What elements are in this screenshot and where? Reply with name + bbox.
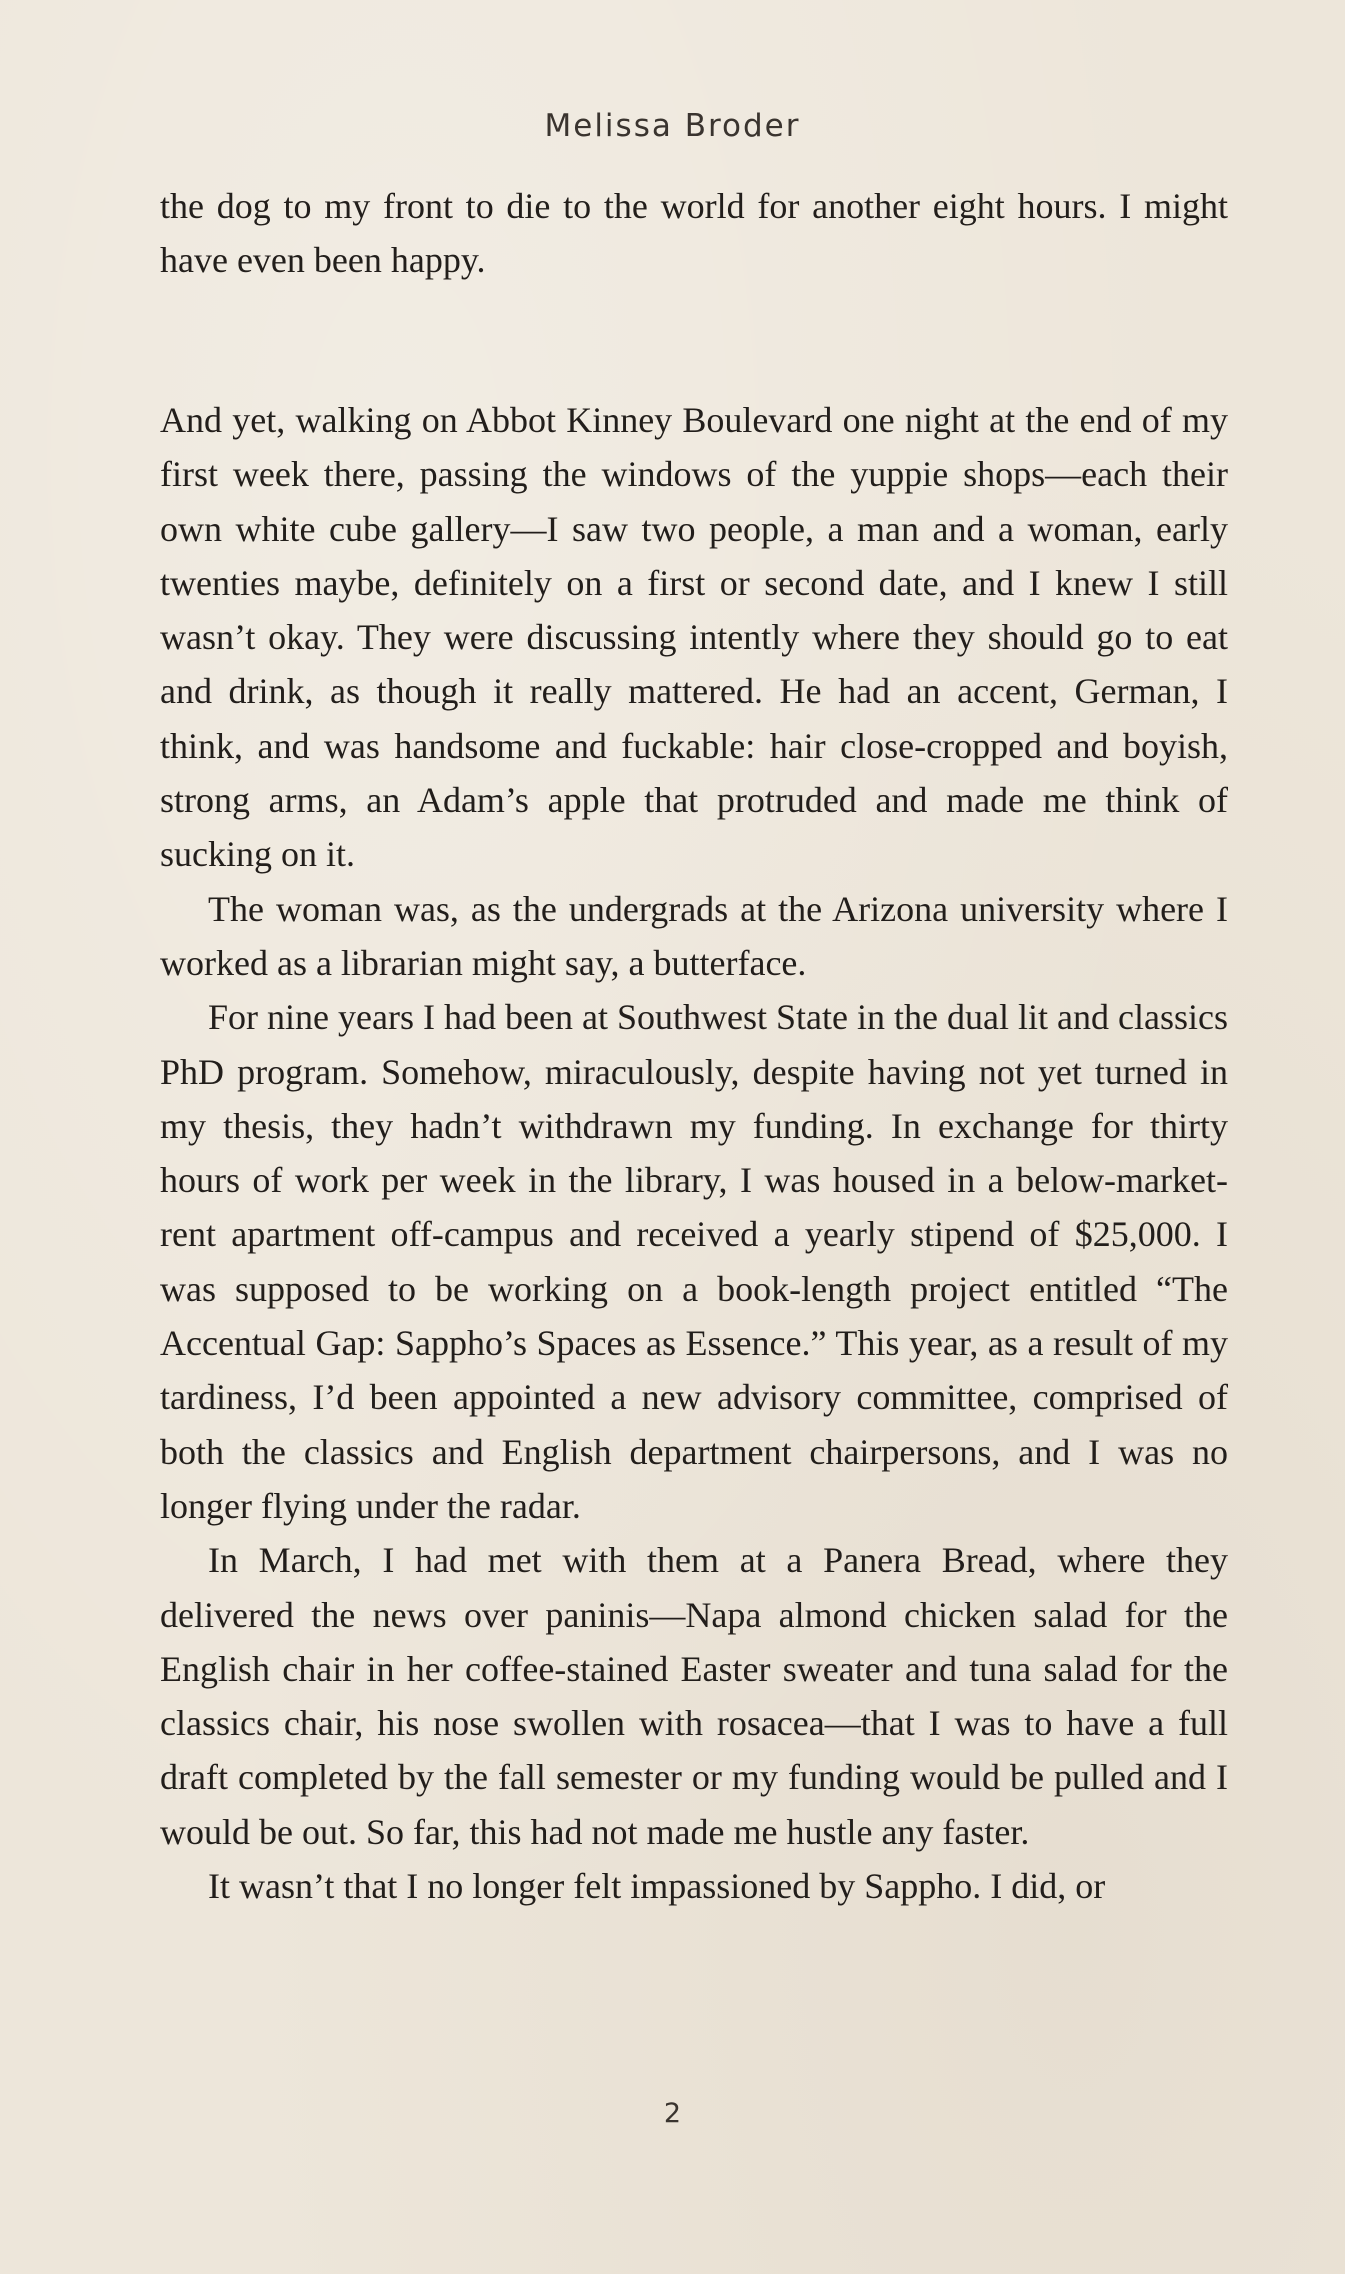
page-number: 2 — [663, 2098, 682, 2129]
text-block-continuation — [160, 179, 1228, 288]
running-head-author: Melissa Broder — [544, 108, 801, 144]
paragraph-section-opening: And yet, walking on Abbot Kinney Boulevard one night at the end of my first week there, passing the windows of the yuppie shops—each their own white cube gallery—I saw two people, a man and a woman, early twenties maybe, definitely on a first or second date, and I knew I still wasn’t okay. They were discussing intently where they should go to eat and drink, as though it really mattered. He had an accent, German, I think, and was handsome and fuckable: hair close-cropped and boyish, strong arms, an Adam’s apple that protruded and made me think of sucking on it. — [160, 400, 1228, 875]
paragraph: In March, I had met with them at a Panera Bread, where they delivered the news over paninis—Napa almond chicken salad for the English chair in her coffee-stained Easter sweater and tuna salad for the classics chair, his nose swollen with rosacea—that I was to have a full draft completed by the fall semester or my funding would be pulled and I would be out. So far, this had not made me hustle any faster. — [160, 1540, 1228, 1852]
paragraph-continued: the dog to my front to die to the world for another eight hours. I might have even been happy. — [160, 186, 1228, 281]
text-block-section — [160, 393, 1228, 1913]
paragraph-last-line: It wasn’t that I no longer felt impassioned by Sappho. I did, or — [208, 1866, 1106, 1907]
paragraph: For nine years I had been at Southwest State in the dual lit and classics PhD program. Somehow, miraculously, despite having not yet turned in my thesis, they hadn’t withdrawn my funding. In exchange for thirty hours of work per week in the library, I was housed in a below-market-rent apartment off-campus and received a yearly stipend of $25,000. I was supposed to be working on a book-length project entitled “The Accentual Gap: Sappho’s Spaces as Essence.” This year, as a result of my tardiness, I’d been appointed a new advisory committee, comprised of both the classics and English department chairpersons, and I was no longer flying under the radar. — [160, 997, 1228, 1526]
paragraph: The woman was, as the undergrads at the Arizona university where I worked as a librarian might say, a butterface. — [160, 888, 1228, 983]
